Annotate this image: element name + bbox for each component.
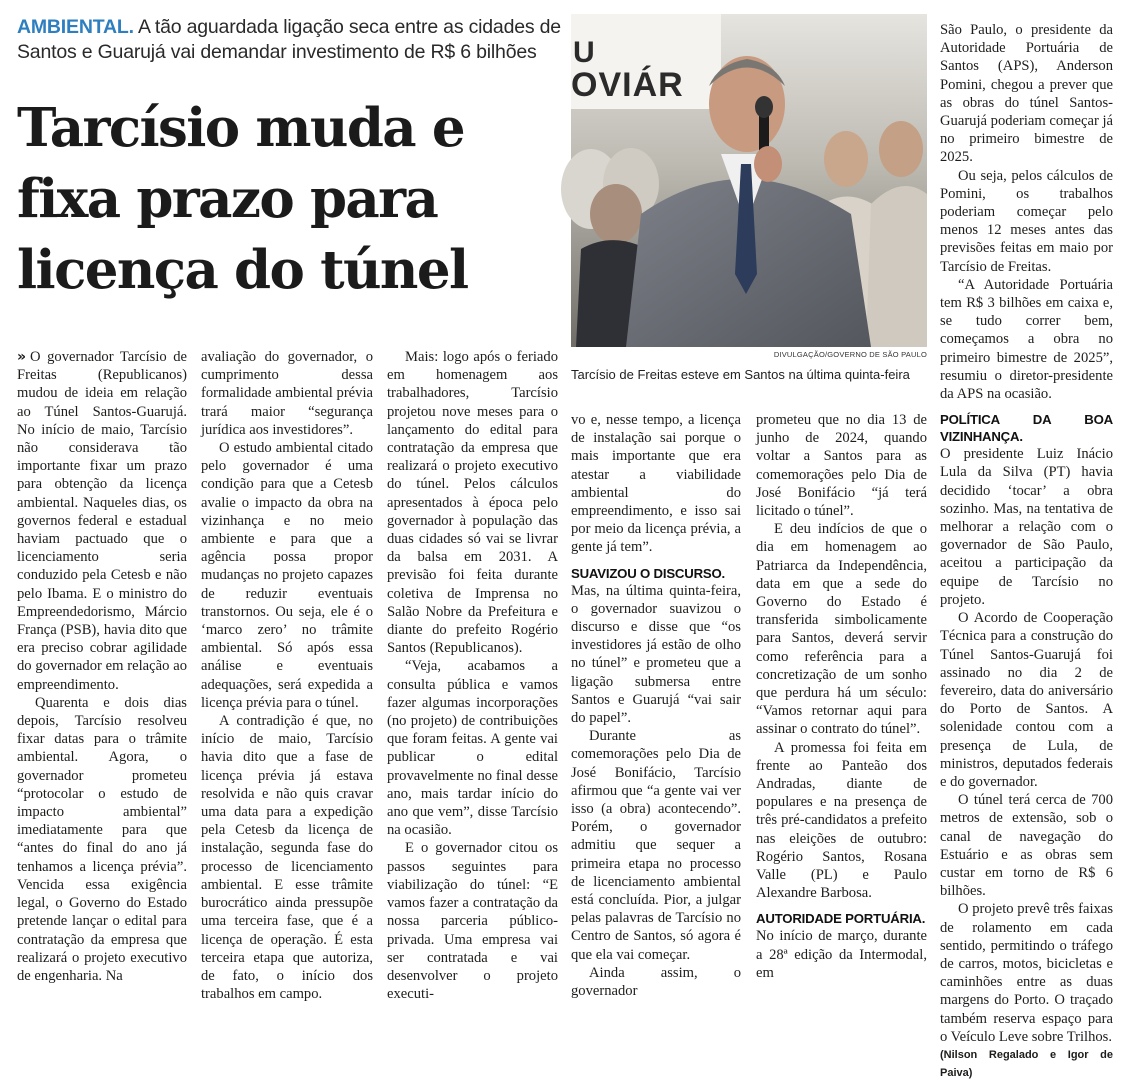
headline bbox=[17, 93, 562, 306]
article-column-5 bbox=[756, 411, 927, 981]
banner-text-1: U bbox=[573, 36, 595, 69]
article-column-6 bbox=[940, 21, 1114, 1080]
article-column-4 bbox=[571, 411, 741, 1000]
paragraph: O projeto prevê três faixas de rolamento em cada sentido, permitindo o tráfego de carros, motos, bicicletas e caminhões entre as duas margens do Porto. O traçado também reserva espaço para o Veículo Leve sobre Trilhos. bbox=[940, 901, 1113, 1045]
kicker bbox=[17, 15, 562, 65]
headline-line-3: licença do túnel bbox=[17, 239, 468, 301]
photo-illustration bbox=[571, 14, 927, 347]
paragraph: Ainda assim, o governador bbox=[571, 964, 741, 1000]
paragraph: O presidente Luiz Inácio Lula da Silva (PT) havia decidido ‘tocar’ a obra sozinho. Mas, na tentativa de melhorar a relação com o governador de São Paulo, aceitou a participação da equipe de Tarcísio no projeto. bbox=[940, 446, 1113, 608]
headline-line-2: fixa prazo para bbox=[17, 168, 438, 230]
paragraph: A promessa foi feita em frente ao Panteão dos Andradas, diante de populares e na presença de três pré-candidatos a prefeito nas eleições de outubro: Rogério Santos, Rosana Valle (PL) e Paulo Alexandre Barbosa. bbox=[756, 739, 927, 902]
subheading: SUAVIZOU O DISCURSO. bbox=[571, 565, 726, 581]
paragraph: O Acordo de Cooperação Técnica para a construção do Túnel Santos-Guarujá foi assinado no dia 2 de fevereiro, data do aniversário do Porto de Santos. A solenidade contou com a presença de Lula, de ministros, deputados federais e do governador. bbox=[940, 610, 1113, 790]
author-signature: (Nilson Regalado e Igor de Paiva) bbox=[940, 1048, 1113, 1080]
article-column-2 bbox=[201, 348, 373, 1003]
photo-caption: Tarcísio de Freitas esteve em Santos na última quinta-feira bbox=[571, 367, 910, 382]
article-column-1 bbox=[17, 348, 187, 984]
paragraph: Quarenta e dois dias depois, Tarcísio resolveu fixar datas para o trâmite ambiental. Agora, o governador prometeu “protocolar o estudo de impacto ambiental” imediatamente para que “antes do final do ano já tenhamos a licença prévia”. Vencida essa exigência legal, o Governo do Estado pretende lançar o edital para contratação da empresa que realizará o projeto executivo de engenharia. Na bbox=[17, 694, 187, 984]
paragraph: No início de março, durante a 28ª edição da Intermodal, em bbox=[756, 928, 927, 981]
kicker-text: A tão aguardada ligação seca entre as cidades de Santos e Guarujá vai demandar investimento de R$ 6 bilhões bbox=[17, 16, 561, 63]
paragraph: O túnel terá cerca de 700 metros de extensão, sob o canal de navegação do Estuário e as obras sem custar em torno de R$ 6 bilhões. bbox=[940, 792, 1113, 900]
paragraph: Durante as comemorações pelo Dia de José Bonifácio, Tarcísio afirmou que “a gente vai ver isso (a obra) acontecendo”. Porém, o governador admitiu que sequer a primeira etapa no processo de licenciamento ambiental está concluída. Pior, a julgar pelas palavras de Tarcísio no Centro de Santos, só agora é que ela vai começar. bbox=[571, 728, 741, 963]
paragraph: Mais: logo após o feriado em homenagem aos trabalhadores, Tarcísio projetou nove meses para o lançamento do edital para contratação da empresa que realizará o projeto executivo do túnel. Pelos cálculos apresentados à época pelo governador à população das duas cidades só vai se livrar da balsa em 2031. A previsão foi feita durante coletiva de Imprensa no Salão Nobre da Prefeitura e diante do prefeito Rogério Santos (Republicanos). bbox=[387, 349, 558, 657]
banner-text-2: OVIÁR bbox=[571, 66, 684, 104]
article-photo bbox=[571, 14, 927, 347]
paragraph: “A Autoridade Portuária tem R$ 3 bilhões em caixa e, se tudo correr bem, começamos a obra no primeiro bimestre de 2025”, resumiu o diretor-presidente da APS na ocasião. bbox=[940, 276, 1113, 403]
subheading: AUTORIDADE PORTUÁRIA. bbox=[756, 911, 926, 927]
paragraph: avaliação do governador, o cumprimento dessa formalidade ambiental prévia trará maior “segurança jurídica aos investidores”. bbox=[201, 349, 373, 438]
paragraph: E o governador citou os passos seguintes para viabilização do túnel: “E vamos fazer a contratação da nossa parceria público-privada. Uma empresa vai ser contratada e vai desenvolver o projeto executi- bbox=[387, 840, 558, 1003]
paragraph: “Veja, acabamos a consulta pública e vamos fazer algumas incorporações (no projeto) de contribuições que foram feitas. A gente vai publicar o edital provavelmente no final desse ano, mais tardar início do ano que vem”, disse Tarcísio na ocasião. bbox=[387, 658, 558, 839]
paragraph: O estudo ambiental citado pelo governador é uma condição para que a Cetesb avalie o impacto da obra na vizinhança e no meio ambiente e para que a agência possa propor mudanças no projeto capazes de reduzir eventuais transtornos. Ou seja, ele é o ‘marco zero’ no trâmite ambiental. Só após essa análise e eventuais adequações, será expedida a licença prévia para o túnel. bbox=[201, 440, 373, 711]
paragraph: A contradição é que, no início de maio, Tarcísio havia dito que a fase de licença prévia já estava resolvida e não quis cravar uma data para a expedição pela Cetesb da licença de instalação, segunda fase do processo de licenciamento ambiental. E esse trâmite burocrático ainda pressupõe uma terceira fase, que é a licença de operação. É esta terceira etapa que autoriza, de fato, o início dos trabalhos em campo. bbox=[201, 713, 373, 1003]
paragraph: prometeu que no dia 13 de junho de 2024, quando voltar a Santos para as comemorações pelo Dia de José Bonifácio “já terá licitado o túnel”. bbox=[756, 412, 927, 520]
section-tag: AMBIENTAL. bbox=[17, 16, 134, 38]
paragraph: » O governador Tarcísio de Freitas (Republicanos) mudou de ideia em relação ao Túnel Santos-Guarujá. No início de maio, Tarcísio não considerava tão importante fixar um prazo para obtenção da licença ambiental. Naqueles dias, os governos federal e estadual haviam pactuado que o licenciamento seria conduzido pela Cetesb e não pelo Ibama. E o ministro do Empreendedorismo, Márcio França (PSB), havia dito que era preciso cobrar agilidade do governador em relação ao empreendimento. bbox=[17, 349, 187, 693]
headline-line-1: Tarcísio muda e bbox=[17, 97, 464, 159]
paragraph: Mas, na última quinta-feira, o governador suavizou o discurso e disse que “os investidores já estão de olho no túnel” e prometeu que a ligação submersa entre Santos e Guarujá “vai sair do papel”. bbox=[571, 582, 741, 727]
paragraph: E deu indícios de que o dia em homenagem ao Patriarca da Independência, data em que a sede do Governo do Estado é transferida simbolicamente para Santos, deverá servir como referência para a concretização de um sonho que perdura há um século: “Vamos retornar aqui para assinar o contrato do túnel”. bbox=[756, 521, 927, 738]
paragraph: São Paulo, o presidente da Autoridade Portuária de Santos (APS), Anderson Pomini, chegou a prever que as obras do túnel Santos-Guarujá poderiam começar já no primeiro bimestre de 2025. bbox=[940, 22, 1114, 166]
photo-credit: DIVULGAÇÃO/GOVERNO DE SÃO PAULO bbox=[773, 350, 927, 359]
chevron-right-icon: » bbox=[17, 349, 27, 365]
subheading: POLÍTICA DA BOA VIZINHANÇA. bbox=[940, 412, 1113, 445]
paragraph: Ou seja, pelos cálculos de Pomini, os trabalhos poderiam começar pelo menos 12 meses antes das previsões feitas em maio por Tarcísio de Freitas. bbox=[940, 167, 1113, 275]
article-column-3 bbox=[387, 348, 558, 1003]
paragraph: vo e, nesse tempo, a licença de instalação sai porque o mais importante que era atestar a viabilidade ambiental do empreendimento, e isso sai por meio da licença prévia, a gente já tem”. bbox=[571, 412, 741, 556]
